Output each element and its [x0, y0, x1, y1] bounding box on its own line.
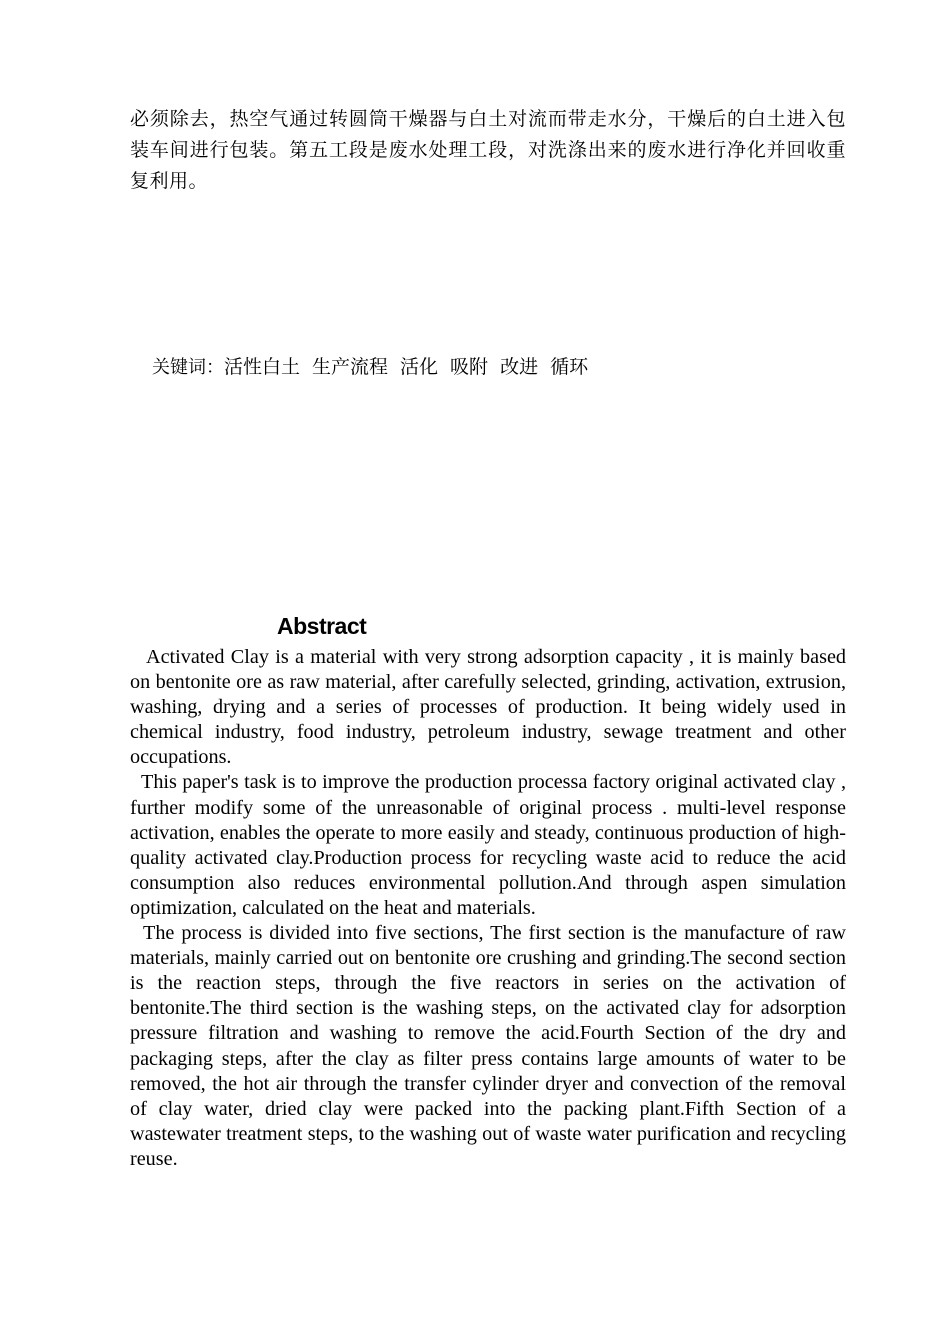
keyword-item: 活化 — [400, 356, 439, 378]
keyword-item: 吸附 — [450, 356, 489, 378]
keywords-label: 关键词： — [152, 357, 224, 378]
abstract-paragraph: This paper's task is to improve the production processa factory original activated clay , further modify some of the unreasonable of original process . multi-level response activation, enables the operate to more easily and steady, continuous production of high-quality activated clay.Production process for recycling waste acid to reduce the acid consumption also reduces environmental pollution.And through aspen simulation optimization, calculated on the heat and materials. — [130, 771, 846, 919]
keyword-item: 改进 — [500, 356, 539, 378]
abstract-paragraph: The process is divided into five sections, The first section is the manufacture of raw materials, mainly carried out on bentonite ore crushing and grinding.The second section is the reaction steps, through the five reactors in series on the activation of bentonite.The third section is the washing steps, on the activated clay for adsorption pressure filtration and washing to remove the acid.Fourth Section of the dry and packaging steps, after the clay as filter press contains large amounts of water to be removed, the hot air through the transfer cylinder dryer and convection of the removal of clay water, dried clay were packed into the packing plant.Fifth Section of a wastewater treatment steps, to the washing out of waste water purification and recycling reuse. — [130, 922, 846, 1170]
abstract-paragraph: Activated Clay is a material with very strong adsorption capacity , it is mainly based on bentonite ore as raw material, after carefully selected, grinding, activation, extrusion, washing, drying and a series of processes of production. It being widely used in chemical industry, food industry, petroleum industry, sewage treatment and other occupations. — [130, 646, 846, 769]
chinese-body-paragraph: 必须除去，热空气通过转圆筒干燥器与白土对流而带走水分，干燥后的白土进入包装车间进行包装。第五工段是废水处理工段，对洗涤出来的废水进行净化并回收重复利用。 — [130, 108, 846, 192]
keyword-item: 生产流程 — [312, 356, 389, 378]
abstract-heading: Abstract — [277, 613, 367, 639]
abstract-body — [130, 645, 846, 1172]
keyword-item: 活性白土 — [224, 356, 301, 378]
keywords-line — [152, 352, 852, 383]
keyword-item: 循环 — [550, 356, 589, 378]
